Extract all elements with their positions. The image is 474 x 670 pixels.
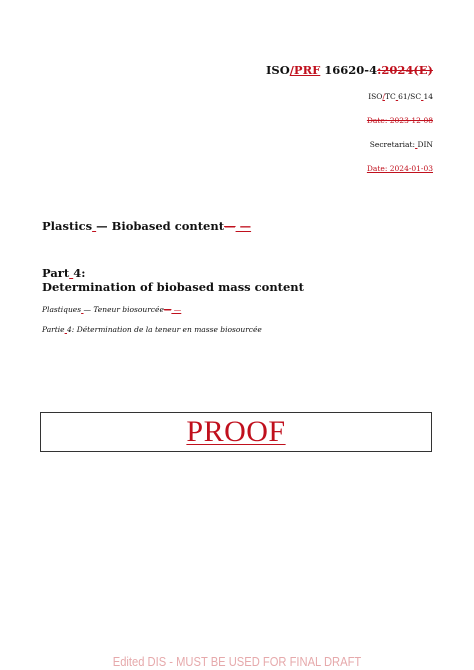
committee-iso: ISO bbox=[368, 92, 383, 101]
french-part-title bbox=[42, 325, 262, 334]
title-plastics: Plastics bbox=[42, 219, 93, 233]
english-title bbox=[42, 219, 251, 233]
deleted-date-text: Date: 2023-12-08 bbox=[366, 116, 433, 125]
committee-sc: 61/SC bbox=[398, 92, 422, 101]
committee-number: 14 bbox=[423, 92, 433, 101]
fr-title-inserted-dash: — bbox=[171, 305, 182, 314]
title-biobased: — Biobased content bbox=[96, 219, 225, 233]
inserted-date-text: Date: 2024-01-03 bbox=[366, 164, 433, 173]
committee-reference bbox=[266, 92, 433, 102]
date-deleted bbox=[266, 116, 433, 126]
doc-number-value: 16620-4 bbox=[320, 63, 378, 77]
doc-year-deletion: :2024(E) bbox=[377, 63, 433, 77]
fr-title-plastiques: Plastiques bbox=[42, 305, 82, 314]
part-title-text: Determination of biobased mass content bbox=[42, 280, 304, 294]
document-header bbox=[266, 62, 433, 174]
fr-title-teneur: — Teneur biosourcée bbox=[83, 305, 164, 314]
part-title bbox=[42, 266, 304, 294]
doc-prf-insertion: /PRF bbox=[289, 63, 321, 77]
part-number: 4: bbox=[73, 266, 86, 280]
secretariat bbox=[266, 140, 433, 150]
date-inserted bbox=[266, 164, 433, 174]
proof-label: PROOF bbox=[186, 415, 286, 448]
doc-iso-prefix: ISO bbox=[266, 63, 290, 77]
part-number-line bbox=[42, 266, 304, 280]
committee-tc: TC bbox=[384, 92, 396, 101]
footer-watermark: Edited DIS - MUST BE USED FOR FINAL DRAFT bbox=[112, 654, 362, 669]
document-number bbox=[266, 62, 433, 78]
part-label: Part bbox=[42, 266, 70, 280]
title-inserted-dash: — bbox=[235, 219, 252, 233]
fr-part-text: 4: Détermination de la teneur en masse biosourcée bbox=[67, 325, 262, 334]
fr-title-deleted-dash: — bbox=[163, 305, 172, 314]
title-deleted-dash: — bbox=[224, 219, 236, 233]
fr-part-label: Partie bbox=[42, 325, 65, 334]
secretariat-value: DIN bbox=[417, 140, 433, 149]
committee-insertion-slash: / bbox=[382, 92, 385, 101]
french-title bbox=[42, 305, 181, 314]
proof-box bbox=[40, 412, 432, 452]
secretariat-label: Secretariat: bbox=[369, 140, 416, 149]
